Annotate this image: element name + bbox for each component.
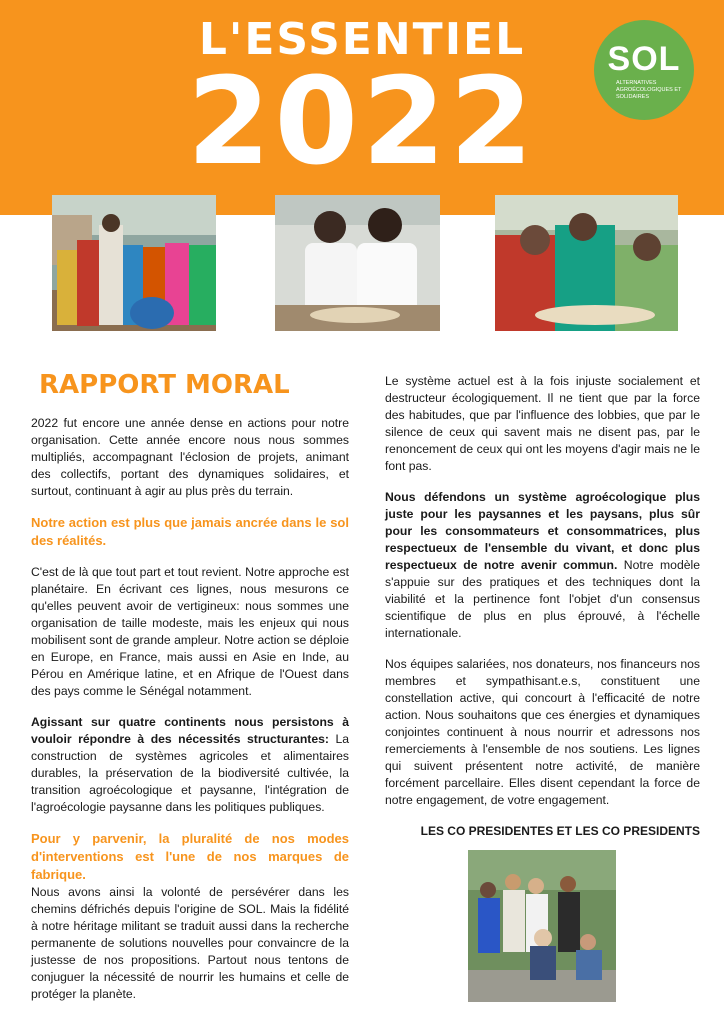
logo-subtitle: ALTERNATIVES AGROÉCOLOGIQUES ET SOLIDAIRES xyxy=(616,80,682,100)
highlight-2: Pour y parvenir, la pluralité de nos modes d'interventions est l'une de nos marques de fabrique. xyxy=(31,831,349,882)
photo-young-men-workshop xyxy=(275,195,440,331)
right-paragraph-2-rest: Notre modèle s'appuie sur des pratiques et des techniques dont la viabilité et la pertinence font l'objet d'un consensus scientifique de plus en plus éprouvé, à l'échelle internationale. xyxy=(385,558,700,640)
right-paragraph-2 xyxy=(385,489,700,642)
left-paragraph-3-bold: Agissant sur quatre continents nous persistons à vouloir répondre à des nécessités structurantes: xyxy=(31,715,349,746)
left-paragraph-4: Nous avons ainsi la volonté de persévérer dans les chemins défrichés depuis l'origine de SOL. Mais la fidélité à notre héritage militant se traduit aussi dans la recherche permanente de solutions nouvelles pour convaincre de la justesse de nos propositions. Partout nous tentons de conjuguer la nécessité de nourrir les humains et celle de protéger la planète. xyxy=(31,885,349,1001)
section-title: RAPPORT MORAL xyxy=(39,370,290,400)
photo-co-presidents xyxy=(468,850,616,1002)
left-paragraph-3 xyxy=(31,714,349,816)
title-line-1: L'ESSENTIEL xyxy=(198,14,526,65)
signature: LES CO PRESIDENTES ET LES CO PRESIDENTS xyxy=(420,824,700,838)
title-year: 2022 xyxy=(187,53,537,192)
left-column xyxy=(31,365,349,1003)
photo-women-seeds xyxy=(495,195,678,331)
right-paragraph-3: Nos équipes salariées, nos donateurs, nos financeurs nos membres et sympathisant.e.s, constituent une constellation active, qui concourt à l'efficacité de notre action. Nous souhaitons que ces énergies et dynamiques conjointes continuent à nous nourrir et adressons nos remerciements à l'ensemble de nos soutiens. Les lignes qui suivent présentent notre activité, de manière forcément parcellaire. Elles disent cependant la force de notre engagement, de votre engagement. xyxy=(385,657,700,807)
left-paragraph-1: 2022 fut encore une année dense en actions pour notre organisation. Cette année encore nous nous sommes multipliés, accompagnant l'éclosion de projets, animant des collectifs, portant des dynamiques solidaires, et surtout, continuant à agir au plus près du terrain. xyxy=(31,416,349,498)
photo-women-gathering xyxy=(52,195,216,331)
logo-wordmark: SOL xyxy=(607,40,681,78)
sol-logo xyxy=(594,20,694,120)
highlight-1: Notre action est plus que jamais ancrée dans le sol des réalités. xyxy=(31,515,349,548)
right-paragraph-2-bold: Nous défendons un système agroécologique plus juste pour les paysannes et les paysans, plus sûr pour les consommateurs et consommatrices, plus respectueux de l'ensemble du vivant, et donc plus respectueux de notre avenir commun. xyxy=(385,490,700,572)
left-paragraph-2: C'est de là que tout part et tout revient. Notre approche est planétaire. En écrivant ces lignes, nous mesurons ce qu'elles peuvent avoir de vertigineux: nous sommes une organisation de taille modeste, mais les enjeux qui nous mobilisent sont de grande ampleur. Notre action se déploie en Europe, en France, mais aussi en Asie en Inde, au Pérou en Amérique latine, et en Afrique de l'Ouest dans des pays comme le Sénégal notamment. xyxy=(31,565,349,698)
right-column xyxy=(385,373,700,840)
right-paragraph-1: Le système actuel est à la fois injuste socialement et destructeur écologiquement. Il ne tient que par la force des habitudes, que par l'influence des lobbies, que par le silence de ceux qui savent mais ne disent pas, par le renoncement de ceux qui ont les moyens d'agir mais ne le font pas. xyxy=(385,374,700,473)
left-paragraph-3-rest: La construction de systèmes agricoles et alimentaires durables, la préservation de la biodiversité cultivée, la transition agroécologique et paysanne, l'intégration de l'agroécologie paysanne dans les politiques publiques. xyxy=(31,732,349,814)
